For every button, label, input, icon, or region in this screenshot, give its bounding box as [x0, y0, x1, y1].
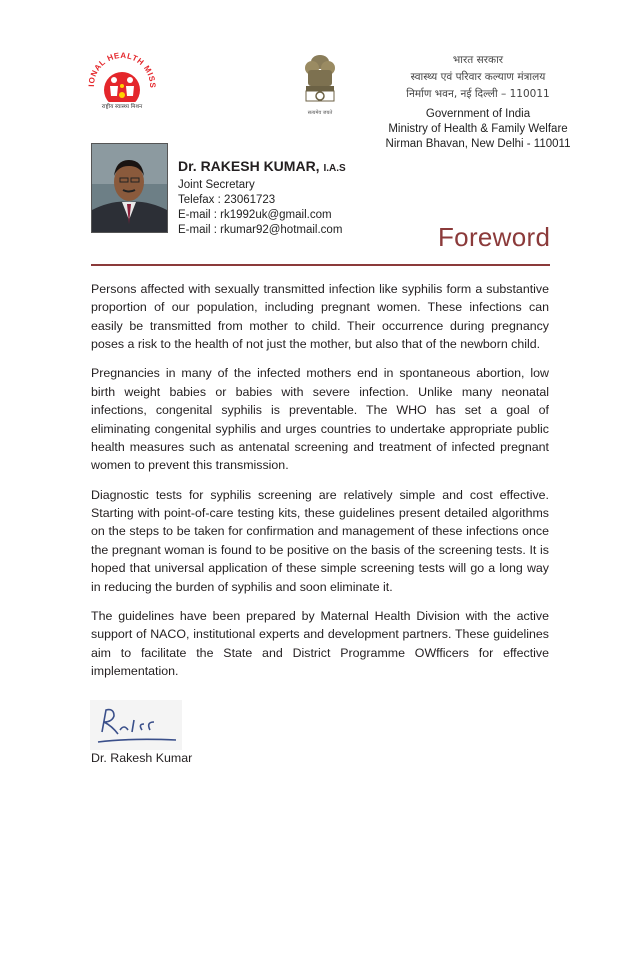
paragraph: Persons affected with sexually transmitted infection like syphilis form a substantive proportion of our population, including pregnant women. These infections can easily be transmitted from mother to child. Their occurrence during pregnancy poses a risk to the health of not just the mother, but also that of the newborn child. [91, 282, 549, 352]
officer-email-2: E-mail : rkumar92@hotmail.com [178, 224, 343, 236]
gov-english-line-3: Nirman Bhavan, New Delhi - 110011 [385, 138, 571, 150]
officer-name: Dr. RAKESH KUMAR, [178, 158, 320, 174]
officer-telefax: Telefax : 23061723 [178, 194, 276, 206]
emblem-motto: सत्यमेव जयते [307, 110, 333, 116]
gov-hindi-line-3: निर्माण भवन, नई दिल्ली – 110011 [406, 88, 550, 100]
government-header [370, 52, 586, 152]
signatory-name: Dr. Rakesh Kumar [91, 751, 193, 765]
paragraph: Diagnostic tests for syphilis screening are relatively simple and cost effective. Starting with point-of-care testing kits, these guidelines present detailed algorithms on the steps to be taken for confirmation and management of these infections once the pregnant woman is found to be positive on the basis of the screening tests. It is hoped that universal application of these simple screening tests will go a long way in reducing the burden of syphilis and soon eliminate it. [91, 487, 549, 594]
title-divider [91, 264, 550, 266]
officer-email-1: E-mail : rk1992uk@gmail.com [178, 209, 332, 221]
paragraph: Pregnancies in many of the infected mothers end in spontaneous abortion, low birth weight babies or babies with severe infection. Unlike many neonatal infections, congenital syphilis is preventable. The WHO has set a goal of eliminating congenital syphilis and urges countries to undertake appropriate public health measures such as antenatal screening and treatment of infected pregnant women to prevent this transmission. [91, 366, 549, 473]
officer-details [178, 157, 346, 238]
officer-name-line [178, 157, 346, 178]
gov-english-line-2: Ministry of Health & Family Welfare [388, 123, 568, 135]
foreword-body [91, 280, 549, 691]
officer-designation: Joint Secretary [178, 179, 255, 191]
paragraph: The guidelines have been prepared by Maternal Health Division with the active support of NACO, institutional experts and development partners. These guidelines aim to facilitate the State and District Programme OWfficers for effective implementation. [91, 608, 549, 679]
gov-hindi-line-2: स्वास्थ्य एवं परिवार कल्याण मंत्रालय [410, 71, 546, 83]
handwritten-signature [90, 700, 182, 750]
officer-photo [91, 143, 168, 233]
nhm-logo-graphic [84, 46, 160, 116]
emblem-icon [296, 52, 344, 118]
national-emblem [296, 52, 344, 118]
portrait-image [92, 144, 167, 232]
officer-suffix: I.A.S [323, 163, 346, 174]
gov-english-line-1: Government of India [425, 108, 531, 120]
gov-hindi-line-1: भारत सरकार [452, 54, 504, 66]
signature-image [90, 700, 182, 750]
document-title: Foreword [438, 222, 551, 252]
nhm-arc-text: IONAL HEALTH MISS [86, 50, 158, 89]
nhm-logo [84, 46, 160, 116]
nhm-sub-text: राष्ट्रीय स्वास्थ्य मिशन [101, 104, 143, 110]
